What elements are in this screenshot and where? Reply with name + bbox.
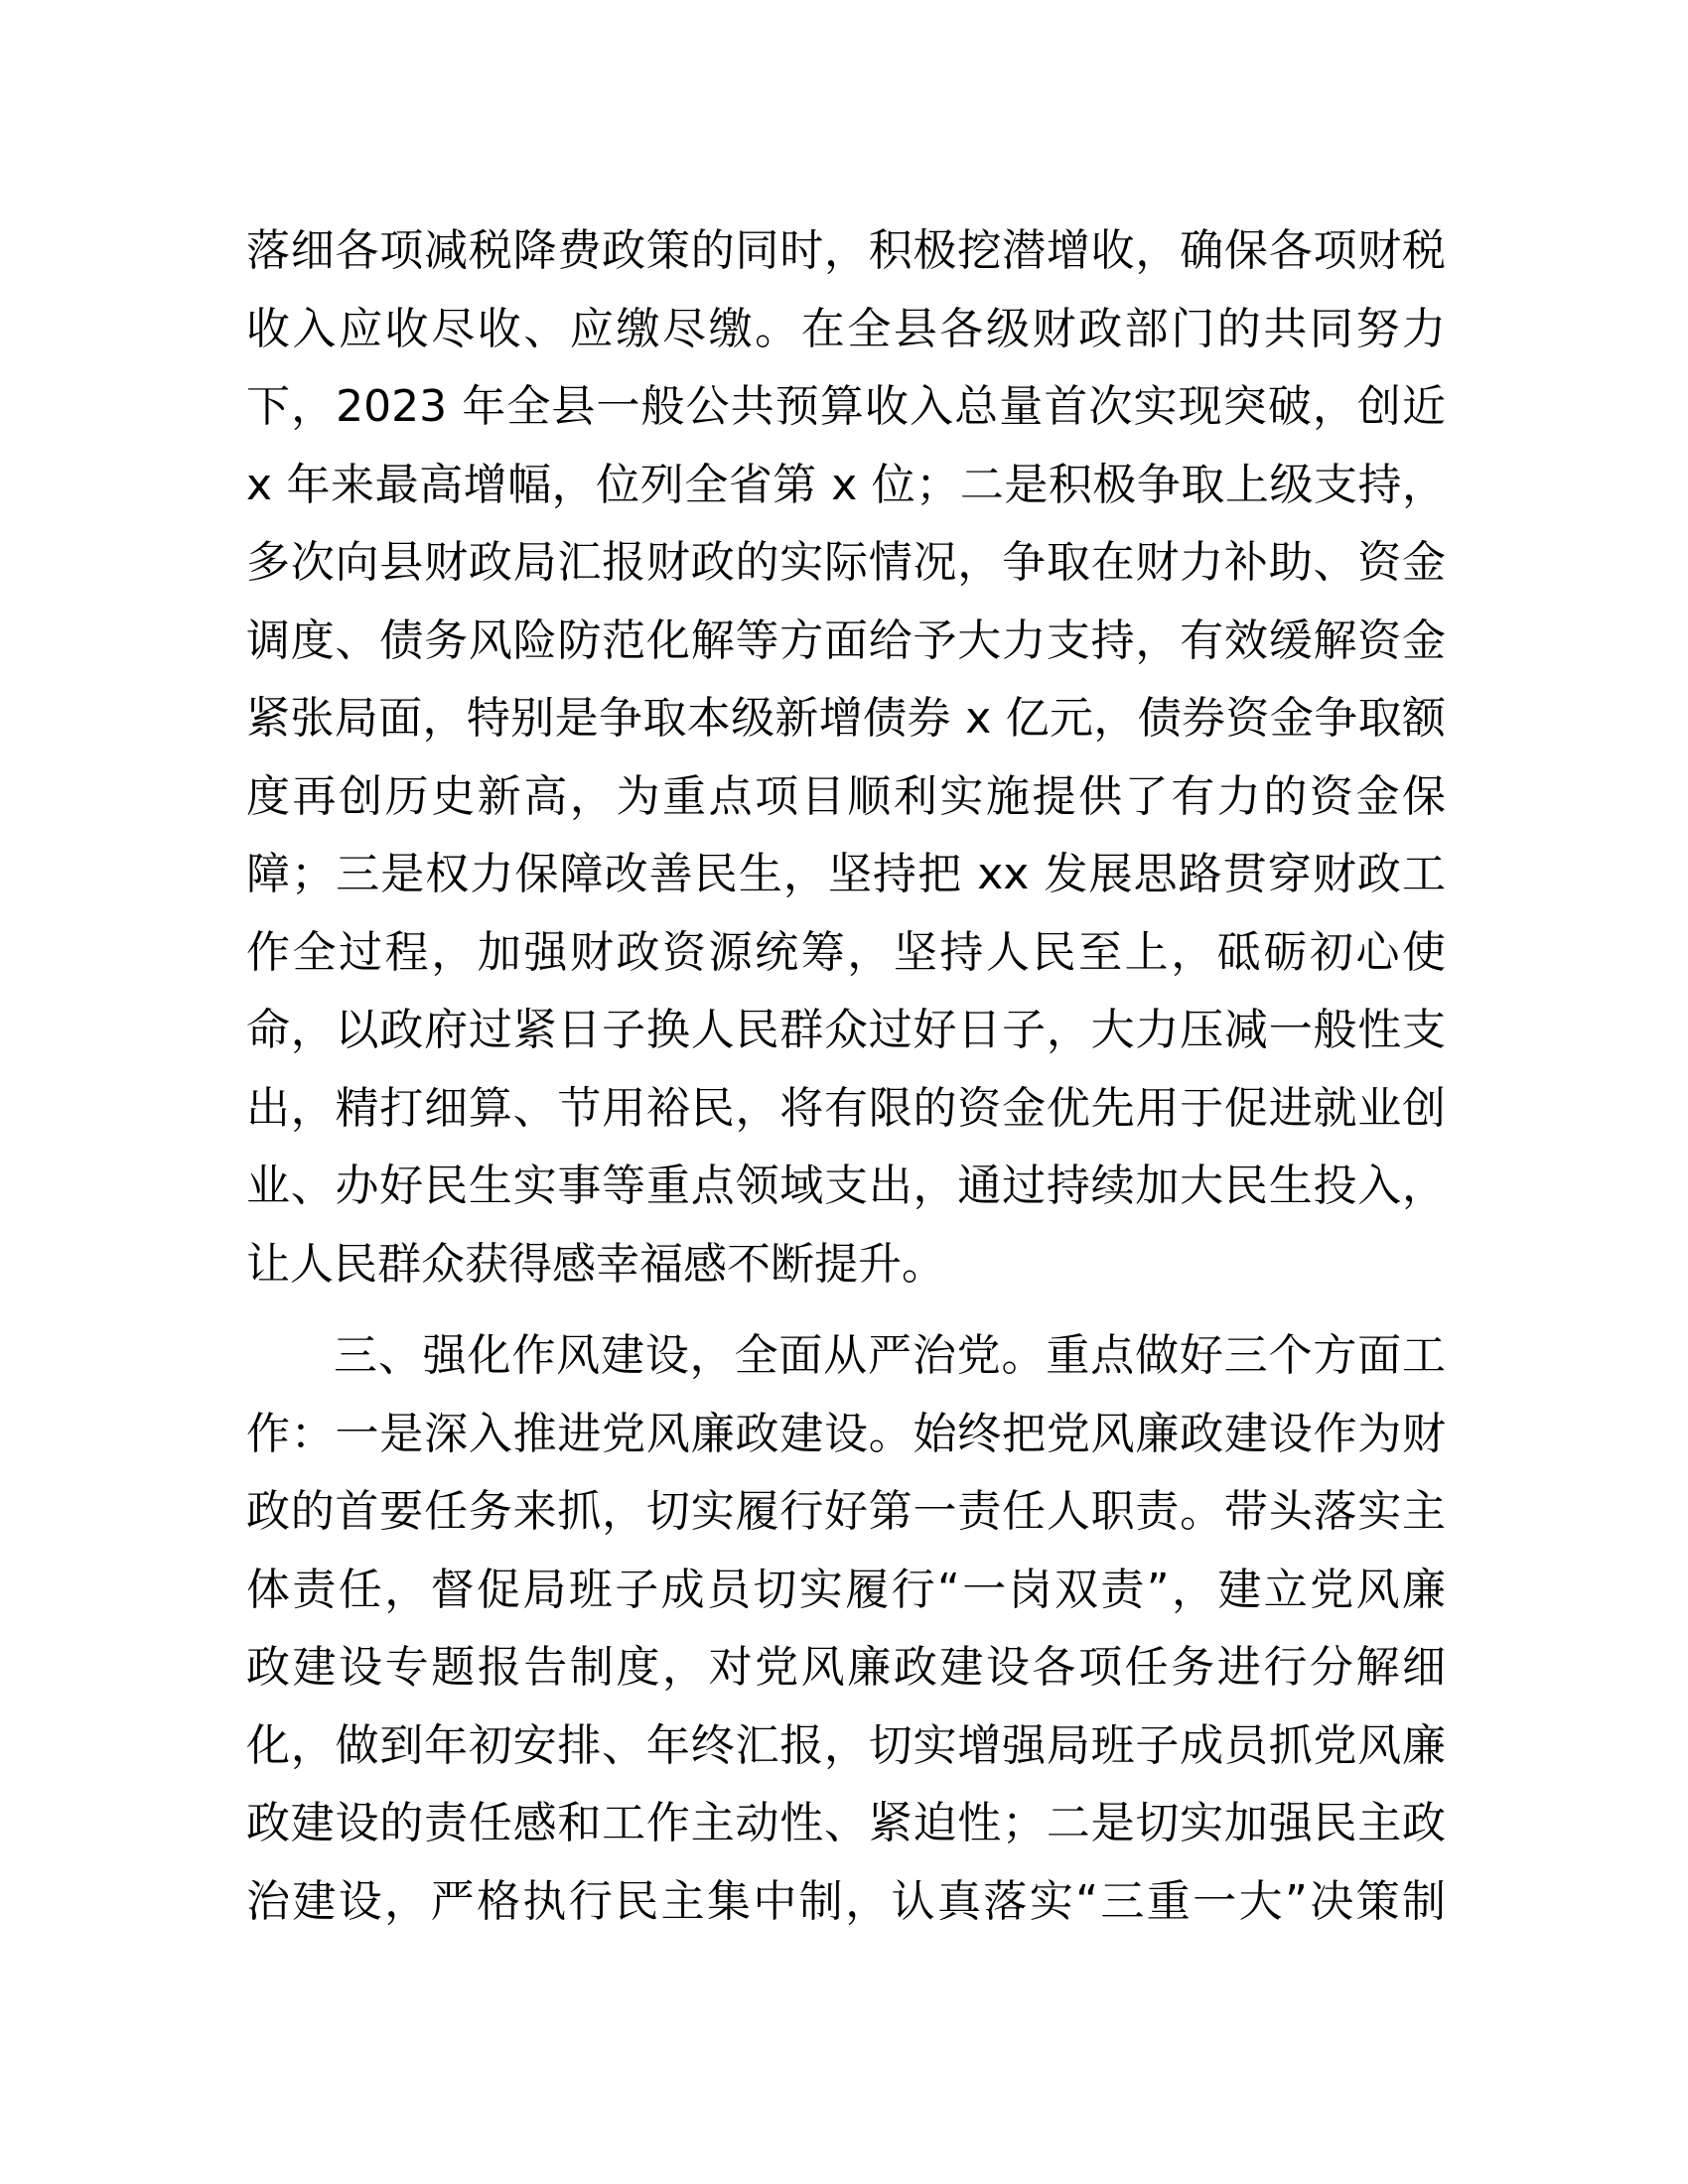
text-line: 政的首要任务来抓，切实履行好第一责任人职责。带头落实主	[246, 1486, 1446, 1537]
text-line: 体责任，督促局班子成员切实履行“一岗双责”，建立党风廉	[246, 1564, 1446, 1615]
text-line: 业、办好民生实事等重点领域支出，通过持续加大民生投入，	[246, 1160, 1446, 1211]
text-line: 出，精打细算、节用裕民，将有限的资金优先用于促进就业创	[246, 1082, 1446, 1134]
text-line: 落细各项减税降费政策的同时，积极挖潜增收，确保各项财税	[246, 225, 1446, 276]
text-line: 紧张局面，特别是争取本级新增债券 x 亿元，债券资金争取额	[246, 693, 1446, 744]
text-line: 调度、债务风险防范化解等方面给予大力支持，有效缓解资金	[246, 614, 1446, 666]
text-line: 下，2023 年全县一般公共预算收入总量首次实现突破，创近	[246, 381, 1446, 432]
paragraph-1	[246, 212, 1446, 1303]
paragraph-spacer	[246, 1303, 1446, 1317]
text-line: 收入应收尽收、应缴尽缴。在全县各级财政部门的共同努力	[246, 303, 1446, 354]
text-line: x 年来最高增幅，位列全省第 x 位；二是积极争取上级支持，	[246, 459, 1446, 510]
text-line: 作：一是深入推进党风廉政建设。始终把党风廉政建设作为财	[246, 1408, 1446, 1459]
text-line: 多次向县财政局汇报财政的实际情况，争取在财力补助、资金	[246, 537, 1446, 588]
text-line: 三、强化作风建设，全面从严治党。重点做好三个方面工	[334, 1330, 1446, 1381]
text-line: 障；三是权力保障改善民生，坚持把 xx 发展思路贯穿财政工	[246, 849, 1446, 899]
text-line: 作全过程，加强财政资源统筹，坚持人民至上，砥砺初心使	[246, 926, 1446, 978]
text-line: 化，做到年初安排、年终汇报，切实增强局班子成员抓党风廉	[246, 1719, 1446, 1771]
document-body	[246, 212, 1446, 1941]
text-line: 政建设的责任感和工作主动性、紧迫性；二是切实加强民主政	[246, 1798, 1446, 1848]
text-line: 让人民群众获得感幸福感不断提升。	[246, 1238, 945, 1290]
text-line: 度再创历史新高，为重点项目顺利实施提供了有力的资金保	[246, 770, 1446, 822]
text-line: 政建设专题报告制度，对党风廉政建设各项任务进行分解细	[246, 1642, 1446, 1693]
text-line: 治建设，严格执行民主集中制，认真落实“三重一大”决策制	[246, 1875, 1446, 1927]
paragraph-2	[246, 1317, 1446, 1941]
text-line: 命，以政府过紧日子换人民群众过好日子，大力压减一般性支	[246, 1005, 1446, 1055]
